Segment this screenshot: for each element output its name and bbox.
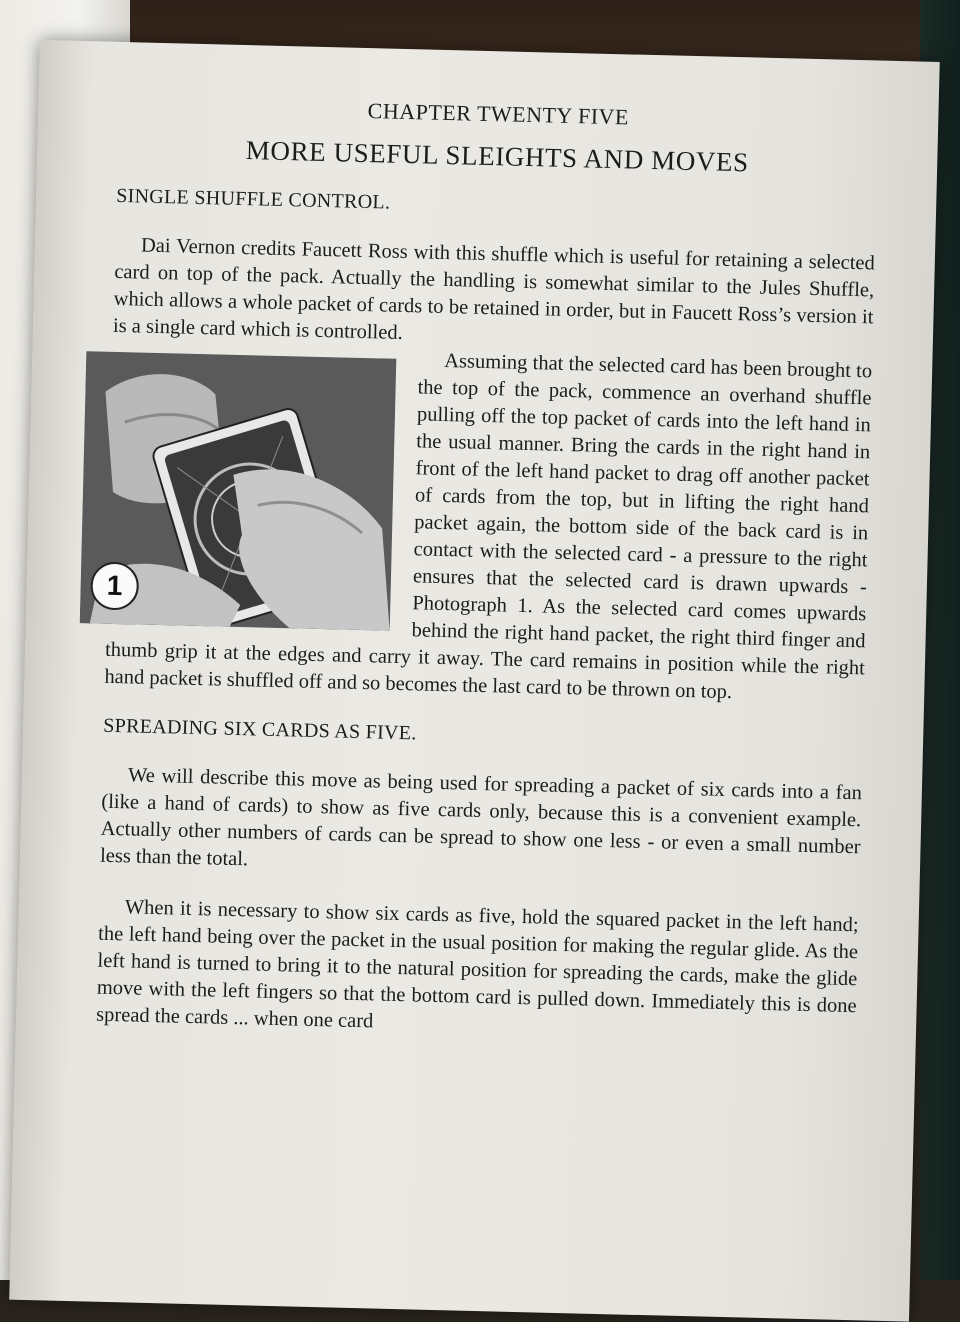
paragraph-single-shuffle-method: Assuming that the selected card has been brought to the top of the pack, commence an overhand shuffle pulling off the top packet of cards into the left hand in the usual manner. Bring the cards in the right hand in front of the left hand packet to drag off another packet of cards from the top, but in lifting the right hand packet again, the bottom side of the back card is in contact with the selected card - a pressure to the right ensures that the selected card is drawn upwards - Photograph 1. As the selected card comes upwards behind the right hand packet, the right third finger and thumb grip it at the edges and carry it away. The card remains in position while the right hand packet is shuffled off and so becomes the last card to be thrown on top. <box>104 349 873 704</box>
paragraph-spreading-method: When it is necessary to show six cards as five, hold the squared packet in the left hand; the left hand being over the packet in the usual position for making the regular glide. As the left hand is turned to bring it to the natural position for spreading the cards, make the glide move with the left fingers so that the bottom card is pulled down. Immediately this is done spread the cards ... when one card <box>95 896 859 1033</box>
paragraph-spreading-intro: We will describe this move as being used for spreading a packet of six cards into a fan (like a hand of cards) to show as five cards only, because this is a convenient example. Actually other numbers of cards can be spread to show one less - or even a small number less than the total. <box>99 764 863 871</box>
book-page <box>9 40 940 1322</box>
section-heading-spreading-six: SPREADING SIX CARDS AS FIVE. <box>102 714 417 745</box>
paragraph-single-shuffle-intro: Dai Vernon credits Faucett Ross with this shuffle which is useful for retaining a selected card on top of the pack. Actually the handling is somewhat similar to the Jules Shuffle, which allows a whole packet of cards to be retained in order, but in Faucett Ross’s version it is a single card which is controlled. <box>112 234 876 344</box>
page-content <box>96 92 879 1047</box>
photograph-1 <box>80 351 397 630</box>
chapter-heading: CHAPTER TWENTY FIVE <box>367 98 630 130</box>
photograph-number-badge: 1 <box>90 561 139 610</box>
chapter-title: MORE USEFUL SLEIGHTS AND MOVES <box>245 135 750 178</box>
section-heading-single-shuffle: SINGLE SHUFFLE CONTROL. <box>115 184 391 214</box>
